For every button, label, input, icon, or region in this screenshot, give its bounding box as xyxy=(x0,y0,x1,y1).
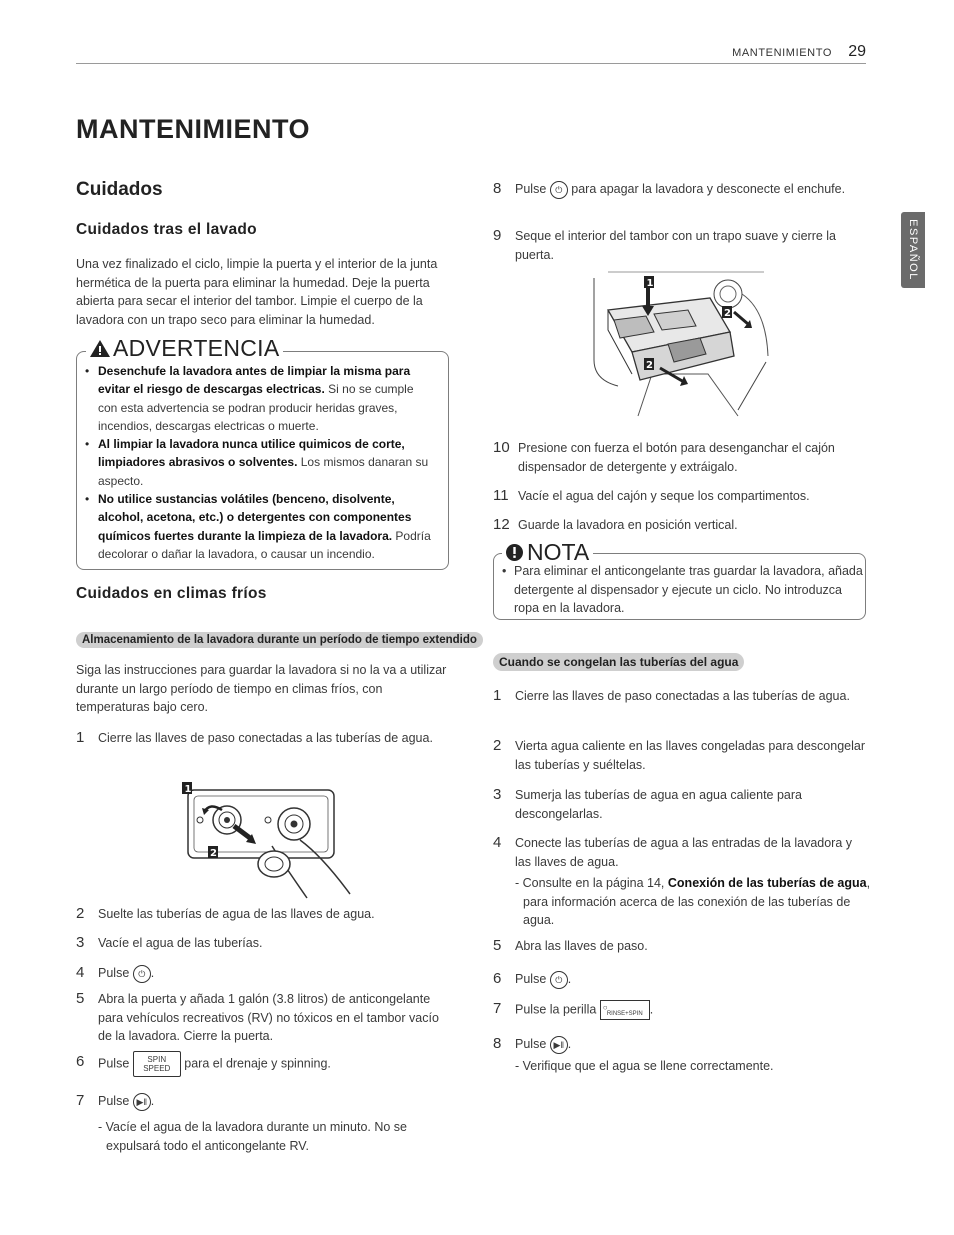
header-divider xyxy=(76,63,866,64)
frozen-step-4-note xyxy=(515,874,871,930)
step-number: 5 xyxy=(76,990,85,1007)
header-section-title: MANTENIMIENTO xyxy=(732,47,832,59)
frozen-step-7 xyxy=(493,1000,865,1020)
note-title-text: NOTA xyxy=(527,539,590,565)
note-text: - Consulte en la página 14, xyxy=(515,876,668,890)
dispenser-diagram xyxy=(588,270,774,418)
step-text: Sumerja las tuberías de agua en agua caliente para descongelarlas. xyxy=(515,788,802,821)
step-number: 4 xyxy=(493,834,502,851)
spin-speed-button[interactable]: SPIN SPEED xyxy=(133,1051,181,1077)
step-text: Conecte las tuberías de agua a las entradas de la lavadora y las llaves de agua. xyxy=(515,836,853,869)
step-text: Guarde la lavadora en posición vertical. xyxy=(518,518,738,532)
cold-step-6 xyxy=(76,1051,448,1077)
knob-label: RINSE+SPIN xyxy=(606,1011,643,1017)
step-number: 8 xyxy=(493,1035,502,1052)
power-icon[interactable]: ⏻ xyxy=(550,181,568,199)
note-text: • Para eliminar el anticongelante tras guardar la lavadora, añada detergente al dispensador y ejecute un ciclo. No introduzca ropa en la lavadora. xyxy=(500,562,869,618)
language-tab-label: ESPAÑOL xyxy=(907,219,919,281)
cold-step-3 xyxy=(76,934,448,953)
frozen-pipes-label: Cuando se congelan las tuberías del agua xyxy=(493,653,744,671)
diagram-label-2: 2 xyxy=(724,308,731,319)
warning-item xyxy=(84,490,436,563)
step-number: 4 xyxy=(76,964,85,981)
step-text: Pulse xyxy=(98,966,130,980)
right-step-9 xyxy=(493,227,865,264)
frozen-step-8 xyxy=(493,1035,865,1054)
cold-step-4 xyxy=(76,964,448,983)
step-number: 1 xyxy=(76,729,85,746)
step-number: 3 xyxy=(493,786,502,803)
frozen-step-1 xyxy=(493,687,865,706)
diagram-label-1: 1 xyxy=(184,784,192,795)
warning-title-text: ADVERTENCIA xyxy=(113,335,280,361)
cold-step-5 xyxy=(76,990,448,1046)
language-tab[interactable] xyxy=(901,212,925,288)
step-text: Vacíe el agua del cajón y seque los compartimentos. xyxy=(518,489,810,503)
right-step-12 xyxy=(493,516,865,535)
cold-climate-heading: Cuidados en climas fríos xyxy=(76,585,267,602)
step-text: Vacíe el agua de las tuberías. xyxy=(98,936,263,950)
diagram-label-1: 1 xyxy=(646,278,654,289)
step-text: Pulse xyxy=(515,972,547,986)
power-icon[interactable]: ⏻ xyxy=(133,965,151,983)
frozen-step-3 xyxy=(493,786,865,823)
pipe-connection-reference: Conexión de las tuberías de agua xyxy=(667,876,867,890)
step-text: Pulse la perilla xyxy=(515,1002,597,1017)
step-number: 12 xyxy=(493,516,510,533)
step-text: Abra la puerta y añada 1 galón (3.8 litros) de anticongelante para vehículos recreativos (RV) no tóxicos en el tambor vacío de la lavadora. Cierre la puerta. xyxy=(98,992,439,1043)
right-step-8 xyxy=(493,180,865,199)
step-text-post: . xyxy=(150,966,155,980)
step-text-post: . xyxy=(567,1037,572,1051)
frozen-step-2 xyxy=(493,737,865,774)
step-text: Presione con fuerza el botón para desenganchar el cajón dispensador de detergente y extráigalo. xyxy=(518,441,835,474)
after-wash-text: Una vez finalizado el ciclo, limpie la puerta y el interior de la junta hermética de la puerta para eliminar la humedad. Deje la puerta abierta para secar el interior del tambor. Limpie el cuerpo de la lavadora con un trapo seco para eliminar la humedad. xyxy=(76,257,438,327)
step-text: Suelte las tuberías de agua de las llaves de agua. xyxy=(98,907,375,921)
cold-intro: Siga las instrucciones para guardar la lavadora si no la va a utilizar durante un largo período de tiempo en climas fríos, con temperaturas bajo cero. xyxy=(76,663,447,714)
cold-step-2 xyxy=(76,905,448,924)
warning-triangle-icon xyxy=(90,340,110,357)
step-text: Pulse xyxy=(515,1037,547,1051)
step-number: 10 xyxy=(493,439,510,456)
step-text-post: . xyxy=(567,972,572,986)
cuidados-heading: Cuidados xyxy=(76,179,163,200)
step-number: 3 xyxy=(76,934,85,951)
frozen-step-5 xyxy=(493,937,865,956)
step-number: 6 xyxy=(76,1053,85,1070)
step-number: 7 xyxy=(76,1092,85,1109)
play-pause-icon[interactable]: ▶‖ xyxy=(133,1093,151,1111)
page-title: MANTENIMIENTO xyxy=(76,114,310,144)
play-pause-icon[interactable]: ▶‖ xyxy=(550,1036,568,1054)
step-text: Seque el interior del tambor con un trapo suave y cierre la puerta. xyxy=(515,229,837,262)
warning-item-text: Podría decolorar o dañar la lavadora, o causar un incendio. xyxy=(98,528,431,561)
faucet-diagram xyxy=(182,782,362,900)
frozen-step-6 xyxy=(493,970,865,989)
diagram-label-2: 2 xyxy=(646,360,653,371)
diagram-label-2: 2 xyxy=(210,848,217,859)
cold-step-1 xyxy=(76,729,448,748)
step-number: 7 xyxy=(493,1000,502,1017)
step-number: 8 xyxy=(493,180,502,197)
warning-item-bold: No utilice sustancias volátiles (benceno, disolvente, alcohol, acetona, etc.) o detergentes con componentes químicos fuertes durante la limpieza de la lavadora. xyxy=(98,492,412,543)
step-text-post: . xyxy=(649,1002,654,1017)
step-number: 9 xyxy=(493,227,502,244)
step-number: 5 xyxy=(493,937,502,954)
step-number: 2 xyxy=(493,737,502,754)
step-number: 11 xyxy=(493,487,509,504)
note-info-icon xyxy=(506,544,523,561)
step-text: Cierre las llaves de paso conectadas a las tuberías de agua. xyxy=(98,731,433,745)
rinse-spin-knob[interactable]: ○ RINSE+SPIN xyxy=(600,1000,650,1020)
step-text-post: para el drenaje y spinning. xyxy=(184,1056,331,1071)
step-text: Pulse xyxy=(98,1056,130,1071)
step-text: Vierta agua caliente en las llaves congeladas para descongelar las tuberías y suéltelas. xyxy=(515,739,866,772)
power-icon[interactable]: ⏻ xyxy=(550,971,568,989)
warning-item xyxy=(84,435,436,490)
warning-item-text: Los mismos danaran su aspecto. xyxy=(98,455,429,488)
step-text-post: para apagar la lavadora y desconecte el enchufe. xyxy=(571,182,846,196)
note-text: , para información acerca de las conexión de las tuberías de agua. xyxy=(523,876,871,927)
step-number: 2 xyxy=(76,905,85,922)
cold-step-7 xyxy=(76,1092,448,1111)
step-number: 6 xyxy=(493,970,502,987)
step-text: Pulse xyxy=(515,182,547,196)
step-text: Cierre las llaves de paso conectadas a las tuberías de agua. xyxy=(515,689,850,703)
right-step-11 xyxy=(493,487,865,506)
step-text: Abra las llaves de paso. xyxy=(515,939,648,953)
warning-list xyxy=(84,362,436,563)
step-text: Pulse xyxy=(98,1094,130,1108)
page-number: 29 xyxy=(848,43,866,60)
warning-item-bold: Desenchufe la lavadora antes de limpiar la misma para evitar el riesgo de descargas electricas. xyxy=(98,364,411,397)
cold-step-7-note: - Vacíe el agua de la lavadora durante un minuto. No se expulsará todo el anticongelante RV. xyxy=(98,1120,407,1153)
warning-item-text: Si no se cumple con esta advertencia se podran producir heridas graves, incendios, descargas electricas o muerte. xyxy=(98,382,414,433)
step-text-post: . xyxy=(150,1094,155,1108)
warning-title xyxy=(86,335,283,362)
warning-item xyxy=(84,362,436,435)
frozen-step-8-note: - Verifique que el agua se llene correctamente. xyxy=(515,1059,774,1073)
right-step-10 xyxy=(493,439,865,476)
warning-item-bold: Al limpiar la lavadora nunca utilice quimicos de corte, limpiadores abrasivos o solventes. xyxy=(98,437,405,470)
storage-label: Almacenamiento de la lavadora durante un período de tiempo extendido xyxy=(76,632,483,648)
after-wash-heading: Cuidados tras el lavado xyxy=(76,221,257,238)
step-number: 1 xyxy=(493,687,502,704)
frozen-step-4 xyxy=(493,834,865,871)
